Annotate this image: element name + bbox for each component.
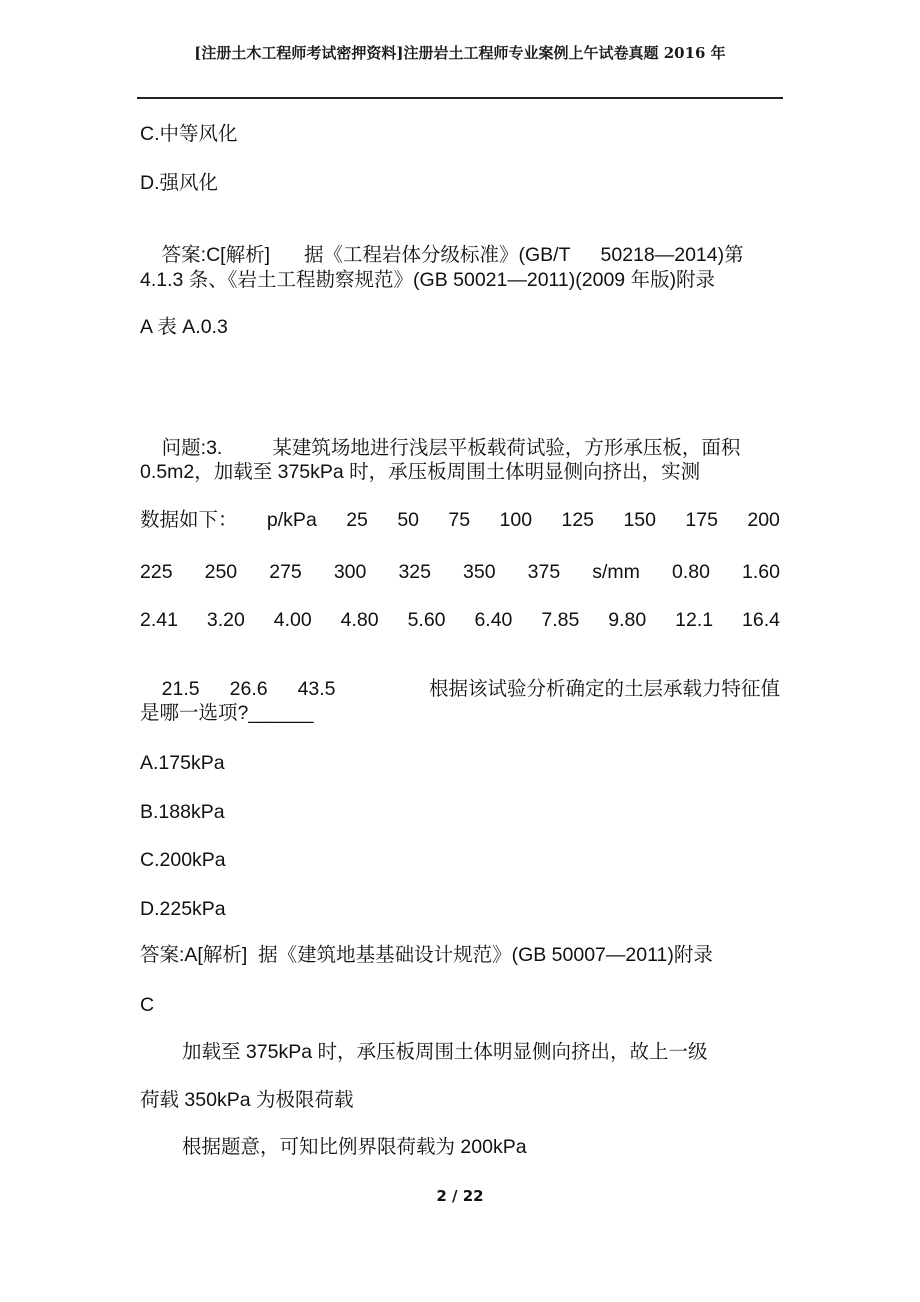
data-row-2: 225 250 275 300 325 350 375 s/mm 0.80 1.60 xyxy=(140,561,780,583)
question-prompt: 是哪一选项?______ xyxy=(140,702,314,724)
option-d: D.225kPa xyxy=(140,898,226,920)
p-label: p/kPa xyxy=(266,509,317,531)
analysis-para-1-line-2: 荷载 350kPa 为极限荷载 xyxy=(140,1089,354,1111)
header-divider xyxy=(137,97,783,99)
analysis-para-2: 根据题意，可知比例界限荷载为 200kPa xyxy=(182,1136,527,1158)
document-header-title: [注册土木工程师考试密押资料]注册岩土工程师专业案例上午试卷真题 2016 年 xyxy=(194,44,726,62)
option-c-prev: C.中等风化 xyxy=(140,123,238,145)
question-line-2: 0.5m2，加载至 375kPa 时，承压板周围土体明显侧向挤出，实测 xyxy=(140,461,701,483)
prev-answer-line-3: A 表 A.0.3 xyxy=(140,316,228,338)
data-row-3: 2.41 3.20 4.00 4.80 5.60 6.40 7.85 9.80 12.1 16.4 xyxy=(140,609,780,631)
answer-line-1: 答案:A[解析] 据《建筑地基基础设计规范》(GB 50007—2011)附录 xyxy=(140,944,713,966)
option-d-prev: D.强风化 xyxy=(140,172,219,194)
data-row-1: 数据如下： p/kPa 25 50 75 100 125 150 175 200 xyxy=(140,509,780,531)
prev-answer-line-2: 4.1.3 条、《岩土工程勘察规范》(GB 50021—2011)(2009 年版)附录 xyxy=(140,269,716,291)
data-row-4: 21.5 26.6 43.5 根据该试验分析确定的土层承载力特征值 xyxy=(161,678,780,700)
option-a: A.175kPa xyxy=(140,752,225,774)
question-number: 问题:3. xyxy=(161,437,223,459)
option-b: B.188kPa xyxy=(140,801,225,823)
prev-answer-line-1: 答案:C[解析] 据《工程岩体分级标准》(GB/T 50218—2014)第 xyxy=(161,244,744,266)
answer-line-2: C xyxy=(140,994,155,1016)
s-label: s/mm xyxy=(592,561,640,583)
analysis-para-1-line-1: 加载至 375kPa 时，承压板周围土体明显侧向挤出，故上一级 xyxy=(182,1041,708,1063)
page-indicator: 2 / 22 xyxy=(436,1187,484,1205)
option-c: C.200kPa xyxy=(140,849,226,871)
question-line-1: 问题:3. 某建筑场地进行浅层平板载荷试验，方形承压板，面积 xyxy=(161,437,741,459)
